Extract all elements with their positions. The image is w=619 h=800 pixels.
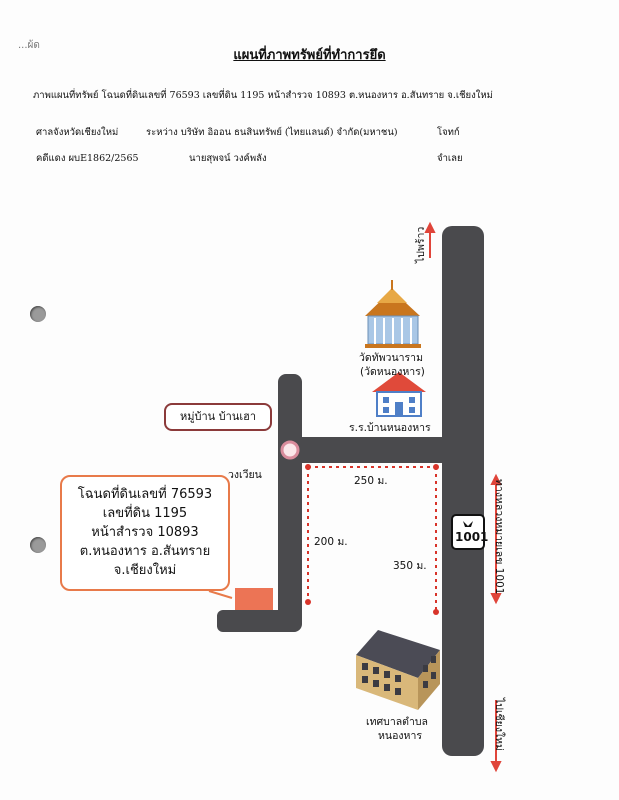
distance-350: 350 ม.	[393, 560, 427, 572]
cross-road	[278, 437, 454, 463]
side-road-vertical	[278, 374, 302, 632]
school-name: ร.ร.บ้านหนองหาร	[349, 422, 431, 434]
temple-name-alt: (วัดหนองหาร)	[360, 366, 425, 378]
distance-200: 200 ม.	[314, 536, 348, 548]
court-name: ศาลจังหวัดเชียงใหม่	[36, 127, 119, 138]
main-road-1001	[442, 226, 484, 756]
handwritten-mark: ...ผ้ด	[18, 40, 40, 51]
roundabout-label: วงเวียน	[228, 469, 262, 481]
side-road-bottom	[217, 610, 299, 632]
parties-line: ระหว่าง บริษัท อิออน ธนสินทรัพย์ (ไทยแลนด์) จำกัด(มหาชน)	[146, 127, 398, 138]
callout-district: ต.หนองหาร อ.สันทราย	[79, 544, 211, 559]
roundabout-icon	[282, 442, 298, 458]
property-plot	[235, 588, 273, 610]
direction-phrao: ไปพร้าว	[415, 226, 427, 263]
callout-deed-number: โฉนดที่ดินเลขที่ 76593	[77, 487, 213, 502]
plaintiff-label: โจทก์	[437, 127, 460, 138]
defendant-name: นายสุพจน์ วงค์พลัง	[189, 153, 267, 164]
municipal-office-name-2: หนองหาร	[378, 730, 422, 742]
case-number: คดีแดง ผบE1862/2565	[36, 153, 139, 164]
route-number: 1001	[455, 530, 489, 544]
property-line: ภาพแผนที่ทรัพย์ โฉนดที่ดินเลขที่ 76593 เลขที่ดิน 1195 หน้าสำรวจ 10893 ต.หนองหาร อ.สันทราย จ.เชียงใหม่	[33, 90, 493, 101]
village-label: หมู่บ้าน บ้านเฮา	[164, 403, 272, 431]
callout-land-number: เลขที่ดิน 1195	[102, 506, 188, 521]
page-title: แผนที่ภาพทรัพย์ที่ทำการยึด	[233, 48, 386, 63]
temple-icon	[365, 280, 421, 348]
highway-label: ทางหลวงหมายเลข 1001	[493, 479, 505, 595]
callout-survey-page: หน้าสำรวจ 10893	[91, 525, 199, 540]
property-callout	[60, 475, 230, 591]
direction-chiangmai: ไปเชียงใหม่	[493, 698, 505, 751]
callout-pointer	[209, 591, 232, 598]
temple-name: วัดทัพวนาราม	[359, 352, 423, 364]
distance-250: 250 ม.	[354, 475, 388, 487]
municipal-office-name: เทศบาลตำบล	[366, 716, 428, 728]
municipal-office-icon	[356, 630, 440, 710]
defendant-label: จำเลย	[437, 153, 463, 164]
callout-province: จ.เชียงใหม่	[113, 563, 177, 578]
